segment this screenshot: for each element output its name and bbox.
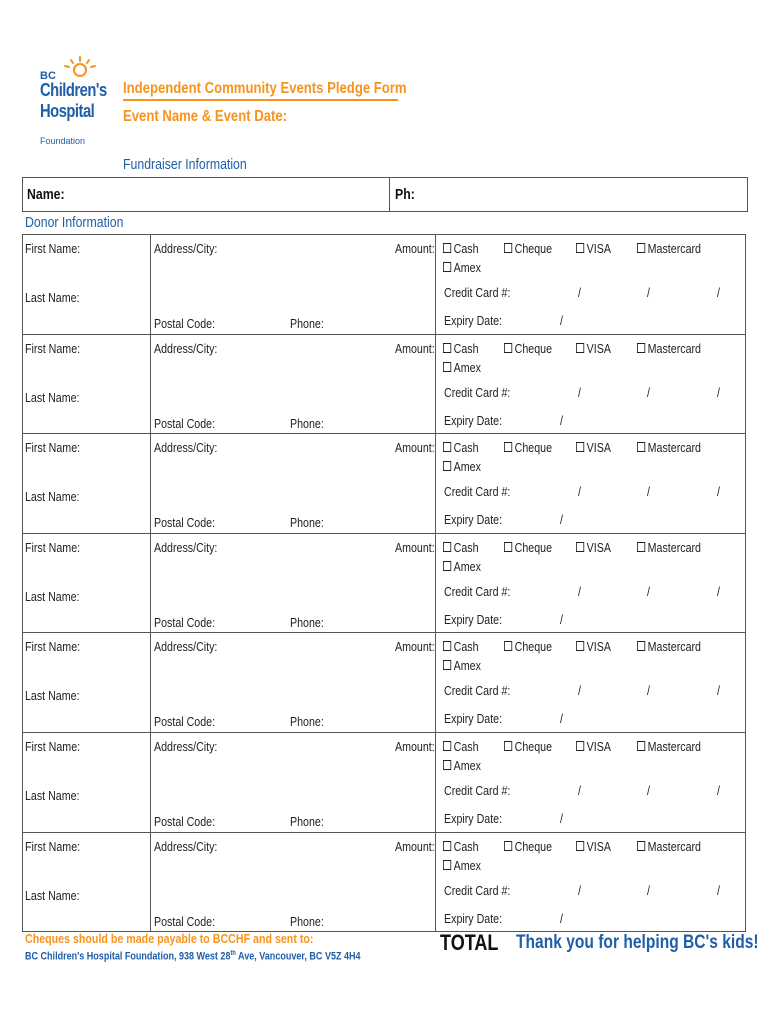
expiry-date-label: Expiry Date: — [444, 810, 503, 826]
cash-label: Cash — [453, 738, 479, 754]
amex-label: Amex — [453, 757, 481, 773]
cheque-label: Cheque — [514, 639, 553, 655]
address-label: Address/City: — [154, 440, 218, 456]
slash-separator: / — [560, 611, 563, 627]
amount-label: Amount: — [395, 838, 435, 854]
sun-icon — [60, 55, 100, 79]
slash-separator: / — [560, 910, 563, 926]
amex-label: Amex — [453, 260, 481, 275]
amex-option[interactable] — [443, 360, 481, 375]
checkbox-icon — [504, 641, 512, 651]
mastercard-option[interactable] — [637, 839, 701, 854]
checkbox-icon — [443, 262, 451, 272]
credit-card-label: Credit Card #: — [444, 683, 511, 699]
divider — [435, 733, 436, 832]
visa-option[interactable] — [576, 839, 611, 854]
phone-label: Phone: — [290, 614, 324, 630]
mastercard-label: Mastercard — [647, 539, 701, 555]
credit-card-label: Credit Card #: — [444, 882, 511, 898]
slash-separator: / — [647, 285, 650, 300]
postal-code-label: Postal Code: — [154, 415, 216, 431]
total-label: TOTAL — [440, 930, 499, 955]
foundation-logo — [40, 55, 122, 151]
divider — [435, 335, 436, 434]
form-title: Independent Community Events Pledge Form — [123, 80, 407, 97]
donor-row — [23, 533, 745, 633]
logo-tagline: Foundation — [40, 136, 86, 146]
divider — [435, 833, 436, 932]
expiry-date-label: Expiry Date: — [444, 910, 503, 926]
mastercard-option[interactable] — [637, 739, 701, 754]
phone-label: Phone: — [290, 913, 324, 929]
checkbox-icon — [504, 243, 512, 253]
last-name-label: Last Name: — [25, 688, 80, 704]
checkbox-icon — [443, 660, 451, 670]
checkbox-icon — [637, 542, 645, 552]
mastercard-option[interactable] — [637, 540, 701, 555]
credit-card-label: Credit Card #: — [444, 583, 511, 599]
amount-label: Amount: — [395, 340, 435, 356]
first-name-label: First Name: — [25, 539, 81, 555]
slash-separator: / — [717, 882, 720, 898]
amex-option[interactable] — [443, 858, 481, 873]
address-label: Address/City: — [154, 241, 218, 256]
visa-option[interactable] — [576, 540, 611, 555]
visa-option[interactable] — [576, 241, 611, 256]
visa-option[interactable] — [576, 341, 611, 356]
visa-option[interactable] — [576, 440, 611, 455]
checkbox-icon — [443, 343, 451, 353]
donor-row — [23, 632, 745, 732]
checkbox-icon — [504, 542, 512, 552]
divider — [435, 434, 436, 533]
checkbox-icon — [443, 860, 451, 870]
title-underline — [123, 99, 398, 101]
amex-label: Amex — [453, 359, 481, 375]
credit-card-label: Credit Card #: — [444, 285, 511, 300]
amex-option[interactable] — [443, 260, 481, 275]
address-ordinal: th — [230, 950, 236, 957]
checkbox-icon — [637, 243, 645, 253]
cash-option[interactable] — [443, 241, 479, 256]
cheque-label: Cheque — [514, 838, 553, 854]
last-name-label: Last Name: — [25, 290, 80, 305]
donor-row — [23, 732, 745, 832]
cheques-payable-note: Cheques should be made payable to BCCHF and sent to: — [25, 931, 314, 946]
first-name-label: First Name: — [25, 241, 81, 256]
amount-label: Amount: — [395, 539, 435, 555]
cheque-option[interactable] — [504, 440, 552, 455]
checkbox-icon — [443, 542, 451, 552]
last-name-label: Last Name: — [25, 588, 80, 604]
checkbox-icon — [443, 841, 451, 851]
thank-you-message: Thank you for helping BC's kids! — [516, 932, 759, 953]
checkbox-icon — [637, 442, 645, 452]
cheque-option[interactable] — [504, 341, 552, 356]
expiry-date-label: Expiry Date: — [444, 611, 503, 627]
cash-label: Cash — [453, 340, 479, 356]
slash-separator: / — [560, 412, 563, 428]
slash-separator: / — [578, 285, 581, 300]
address-label: Address/City: — [154, 539, 218, 555]
slash-separator: / — [578, 683, 581, 699]
first-name-label: First Name: — [25, 838, 81, 854]
checkbox-icon — [576, 542, 584, 552]
slash-separator: / — [717, 285, 720, 300]
postal-code-label: Postal Code: — [154, 714, 216, 730]
slash-separator: / — [578, 882, 581, 898]
amount-label: Amount: — [395, 639, 435, 655]
divider — [435, 235, 436, 334]
visa-label: VISA — [586, 440, 611, 456]
event-name-date-label: Event Name & Event Date: — [123, 108, 288, 125]
first-name-label: First Name: — [25, 340, 81, 356]
checkbox-icon — [637, 841, 645, 851]
first-name-label: First Name: — [25, 738, 81, 754]
cash-label: Cash — [453, 539, 479, 555]
donor-table — [22, 234, 746, 932]
cash-option[interactable] — [443, 341, 479, 356]
checkbox-icon — [504, 741, 512, 751]
first-name-label: First Name: — [25, 440, 81, 456]
amex-option[interactable] — [443, 658, 481, 673]
checkbox-icon — [504, 841, 512, 851]
visa-label: VISA — [586, 838, 611, 854]
cheque-label: Cheque — [514, 241, 553, 256]
fundraiser-heading: Fundraiser Information — [123, 156, 247, 173]
mastercard-option[interactable] — [637, 440, 701, 455]
checkbox-icon — [504, 343, 512, 353]
address-text-end: Ave, Vancouver, BC V5Z 4H4 — [235, 950, 361, 963]
postal-code-label: Postal Code: — [154, 614, 216, 630]
visa-label: VISA — [586, 539, 611, 555]
logo-bc: BC — [40, 70, 56, 82]
checkbox-icon — [576, 442, 584, 452]
cash-label: Cash — [453, 838, 479, 854]
cash-label: Cash — [453, 241, 479, 256]
fundraiser-box — [22, 177, 748, 212]
cash-label: Cash — [453, 639, 479, 655]
fundraiser-phone-label: Ph: — [395, 186, 415, 203]
divider — [389, 178, 390, 211]
cheque-label: Cheque — [514, 340, 553, 356]
cheque-label: Cheque — [514, 738, 553, 754]
slash-separator: / — [560, 711, 563, 727]
phone-label: Phone: — [290, 515, 324, 531]
donor-row — [23, 334, 745, 434]
slash-separator: / — [560, 313, 563, 328]
visa-label: VISA — [586, 340, 611, 356]
fundraiser-name-label: Name: — [27, 186, 65, 203]
mastercard-label: Mastercard — [647, 639, 701, 655]
logo-line-1: Children's — [40, 80, 107, 100]
cash-option[interactable] — [443, 540, 479, 555]
divider — [150, 833, 151, 932]
divider — [150, 633, 151, 732]
divider — [150, 434, 151, 533]
amount-label: Amount: — [395, 241, 435, 256]
address-label: Address/City: — [154, 340, 218, 356]
postal-code-label: Postal Code: — [154, 913, 216, 929]
checkbox-icon — [443, 362, 451, 372]
last-name-label: Last Name: — [25, 887, 80, 903]
last-name-label: Last Name: — [25, 489, 80, 505]
slash-separator: / — [647, 384, 650, 400]
cheque-option[interactable] — [504, 739, 552, 754]
donor-heading: Donor Information — [25, 214, 124, 231]
mastercard-option[interactable] — [637, 639, 701, 654]
phone-label: Phone: — [290, 714, 324, 730]
divider — [150, 335, 151, 434]
cheque-option[interactable] — [504, 639, 552, 654]
slash-separator: / — [578, 782, 581, 798]
slash-separator: / — [647, 782, 650, 798]
checkbox-icon — [576, 243, 584, 253]
address-label: Address/City: — [154, 838, 218, 854]
cash-option[interactable] — [443, 839, 479, 854]
checkbox-icon — [576, 641, 584, 651]
visa-option[interactable] — [576, 739, 611, 754]
expiry-date-label: Expiry Date: — [444, 711, 503, 727]
slash-separator: / — [578, 384, 581, 400]
mastercard-option[interactable] — [637, 241, 701, 256]
divider — [150, 534, 151, 633]
slash-separator: / — [647, 683, 650, 699]
visa-option[interactable] — [576, 639, 611, 654]
phone-label: Phone: — [290, 813, 324, 829]
checkbox-icon — [637, 741, 645, 751]
credit-card-label: Credit Card #: — [444, 484, 511, 500]
checkbox-icon — [637, 641, 645, 651]
visa-label: VISA — [586, 639, 611, 655]
cash-label: Cash — [453, 440, 479, 456]
address-label: Address/City: — [154, 639, 218, 655]
slash-separator: / — [647, 882, 650, 898]
slash-separator: / — [717, 683, 720, 699]
amex-option[interactable] — [443, 459, 481, 474]
checkbox-icon — [576, 741, 584, 751]
checkbox-icon — [576, 841, 584, 851]
slash-separator: / — [717, 782, 720, 798]
postal-code-label: Postal Code: — [154, 316, 216, 331]
donor-row — [23, 832, 745, 932]
expiry-date-label: Expiry Date: — [444, 512, 503, 528]
checkbox-icon — [443, 741, 451, 751]
expiry-date-label: Expiry Date: — [444, 412, 503, 428]
checkbox-icon — [637, 343, 645, 353]
cheque-label: Cheque — [514, 539, 553, 555]
slash-separator: / — [717, 484, 720, 500]
slash-separator: / — [578, 583, 581, 599]
cheque-option[interactable] — [504, 241, 552, 256]
postal-code-label: Postal Code: — [154, 813, 216, 829]
mastercard-label: Mastercard — [647, 340, 701, 356]
mastercard-option[interactable] — [637, 341, 701, 356]
last-name-label: Last Name: — [25, 389, 80, 405]
donor-row — [23, 433, 745, 533]
slash-separator: / — [647, 484, 650, 500]
amex-option[interactable] — [443, 559, 481, 574]
slash-separator: / — [560, 810, 563, 826]
postal-code-label: Postal Code: — [154, 515, 216, 531]
checkbox-icon — [443, 641, 451, 651]
cash-option[interactable] — [443, 639, 479, 654]
mastercard-label: Mastercard — [647, 738, 701, 754]
divider — [150, 733, 151, 832]
slash-separator: / — [578, 484, 581, 500]
address-text: BC Children's Hospital Foundation, 938 West 28 — [25, 950, 231, 963]
checkbox-icon — [576, 343, 584, 353]
checkbox-icon — [443, 561, 451, 571]
visa-label: VISA — [586, 738, 611, 754]
first-name-label: First Name: — [25, 639, 81, 655]
slash-separator: / — [560, 512, 563, 528]
amex-label: Amex — [453, 558, 481, 574]
cheque-option[interactable] — [504, 540, 552, 555]
cheque-label: Cheque — [514, 440, 553, 456]
amount-label: Amount: — [395, 738, 435, 754]
divider — [435, 633, 436, 732]
checkbox-icon — [443, 442, 451, 452]
slash-separator: / — [717, 583, 720, 599]
mastercard-label: Mastercard — [647, 440, 701, 456]
last-name-label: Last Name: — [25, 787, 80, 803]
checkbox-icon — [504, 442, 512, 452]
visa-label: VISA — [586, 241, 611, 256]
amex-label: Amex — [453, 857, 481, 873]
checkbox-icon — [443, 760, 451, 770]
divider — [435, 534, 436, 633]
mailing-address — [25, 950, 361, 963]
address-label: Address/City: — [154, 738, 218, 754]
credit-card-label: Credit Card #: — [444, 782, 511, 798]
amex-label: Amex — [453, 459, 481, 475]
cheque-option[interactable] — [504, 839, 552, 854]
checkbox-icon — [443, 243, 451, 253]
phone-label: Phone: — [290, 316, 324, 331]
mastercard-label: Mastercard — [647, 838, 701, 854]
cash-option[interactable] — [443, 440, 479, 455]
phone-label: Phone: — [290, 415, 324, 431]
cash-option[interactable] — [443, 739, 479, 754]
slash-separator: / — [717, 384, 720, 400]
amex-option[interactable] — [443, 758, 481, 773]
amex-label: Amex — [453, 658, 481, 674]
expiry-date-label: Expiry Date: — [444, 313, 503, 328]
mastercard-label: Mastercard — [647, 241, 701, 256]
amount-label: Amount: — [395, 440, 435, 456]
logo-line-2: Hospital — [40, 101, 95, 121]
credit-card-label: Credit Card #: — [444, 384, 511, 400]
donor-row — [23, 235, 745, 334]
slash-separator: / — [647, 583, 650, 599]
checkbox-icon — [443, 461, 451, 471]
divider — [150, 235, 151, 334]
